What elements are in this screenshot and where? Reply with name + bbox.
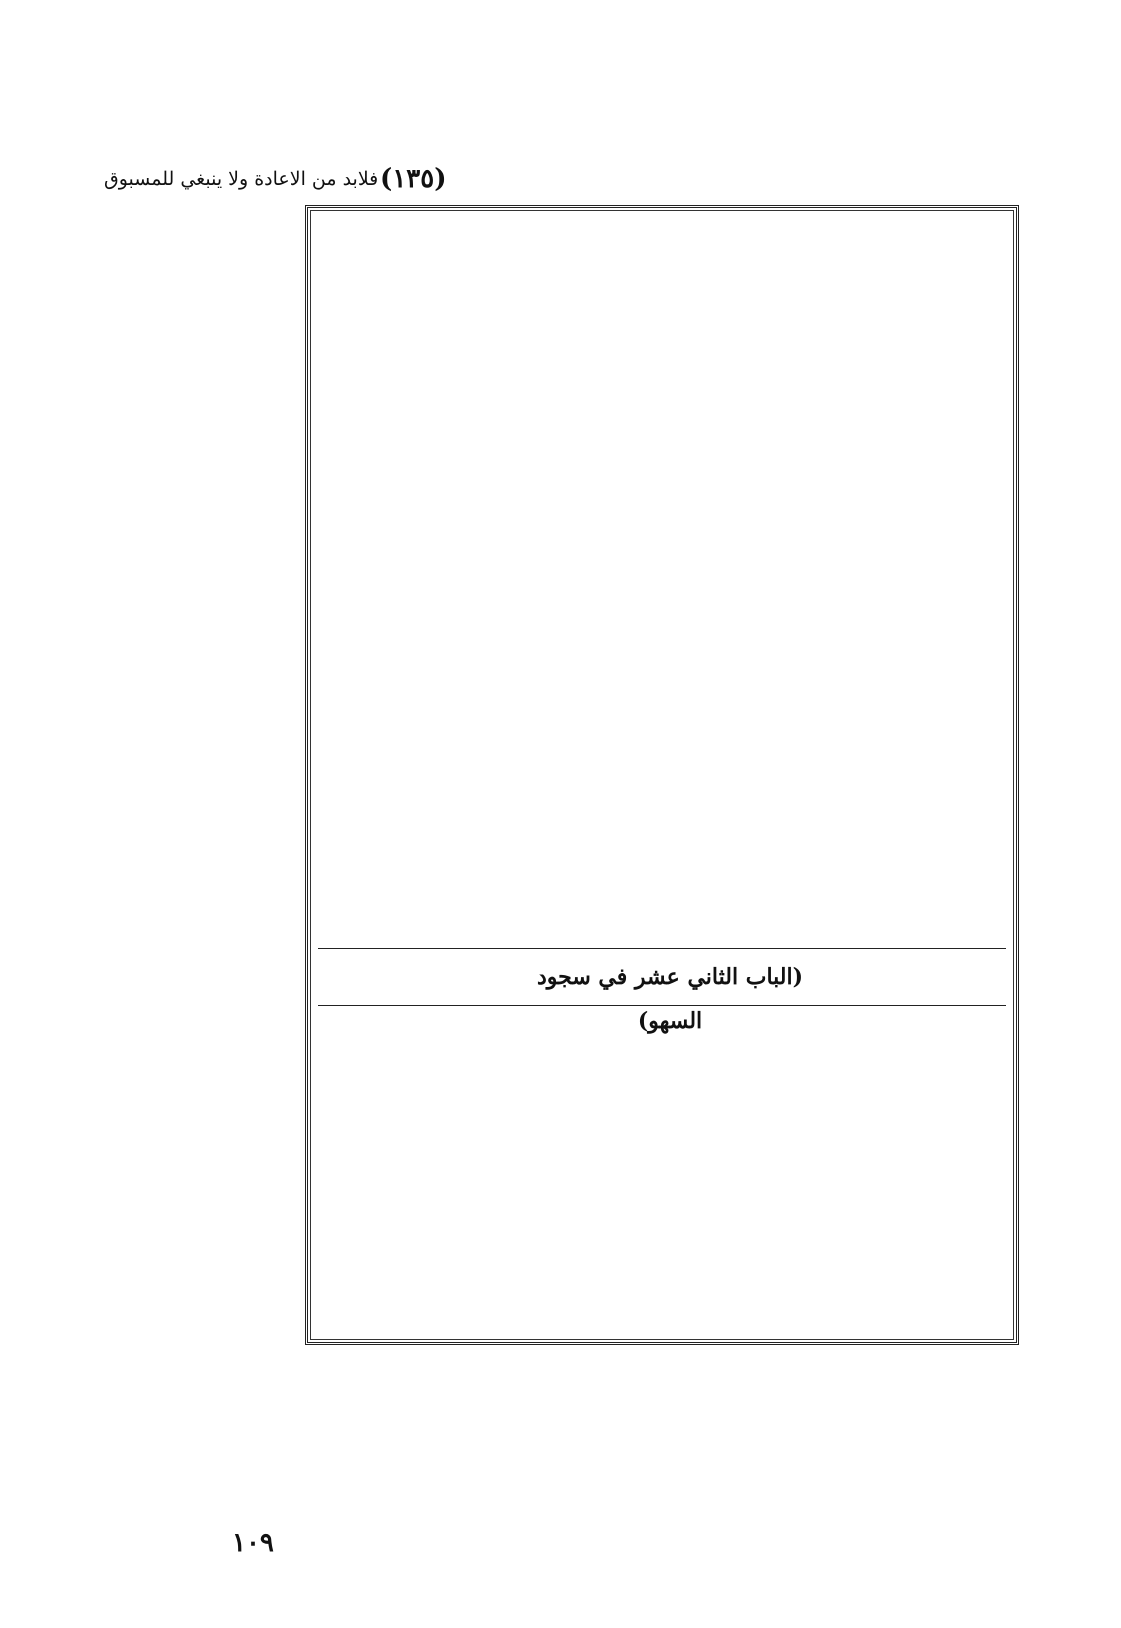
side-commentary-line: [100, 792, 296, 825]
main-text-line: [318, 902, 1006, 933]
bottom-commentary-line: [104, 1383, 1014, 1414]
main-text-line: [318, 406, 1006, 437]
side-commentary-line: [100, 231, 296, 264]
chapter-divider-bottom: [318, 1005, 1006, 1006]
main-text-line: [318, 437, 1006, 468]
main-text-line: [318, 778, 1006, 809]
main-text-line: [318, 592, 1006, 623]
page-number-top: (١٣٥): [380, 164, 447, 194]
main-text-line: [318, 809, 1006, 840]
top-commentary-last-line: [104, 164, 1004, 196]
side-commentary-line: [100, 891, 296, 924]
side-commentary-line: [100, 495, 296, 528]
side-commentary-line: [100, 1320, 296, 1353]
main-text-line: [318, 1043, 1006, 1074]
side-commentary-line: [100, 1056, 296, 1089]
bottom-margin-commentary: [104, 1352, 1014, 1507]
main-text-line: [318, 468, 1006, 499]
side-commentary-line: [100, 924, 296, 957]
main-text-line: [318, 747, 1006, 778]
side-commentary-line: [100, 1254, 296, 1287]
main-text-section-1: [318, 220, 1006, 933]
top-commentary-line: [104, 74, 1004, 104]
main-text-line: [318, 1198, 1006, 1229]
main-text-line: [318, 1167, 1006, 1198]
main-text-line: [318, 313, 1006, 344]
bottom-commentary-line: [104, 1476, 1014, 1507]
main-text-line: [318, 375, 1006, 406]
main-text-line: [318, 1105, 1006, 1136]
main-text-line: [318, 499, 1006, 530]
side-commentary-line: [100, 990, 296, 1023]
side-commentary-line: [100, 528, 296, 561]
main-text-section-2: [318, 1012, 1006, 1353]
main-text-line: [318, 530, 1006, 561]
bottom-commentary-line: [104, 1414, 1014, 1445]
side-commentary-line: [100, 1155, 296, 1188]
side-commentary-line: [100, 627, 296, 660]
side-commentary-line: [100, 1122, 296, 1155]
side-commentary-line: [100, 429, 296, 462]
main-text-line: [318, 1012, 1006, 1043]
side-commentary-line: [100, 198, 296, 231]
side-commentary-line: [100, 462, 296, 495]
side-commentary-line: [100, 297, 296, 330]
side-commentary-line: [100, 1089, 296, 1122]
main-text-line: [318, 220, 1006, 251]
side-commentary-line: [100, 1188, 296, 1221]
top-commentary-line: [104, 104, 1004, 134]
main-text-line: [318, 716, 1006, 747]
side-commentary-line: [100, 726, 296, 759]
side-commentary-line: [100, 330, 296, 363]
side-commentary-line: [100, 1287, 296, 1320]
chapter-heading: (الباب الثاني عشر في سجود السهو): [536, 964, 804, 1034]
main-text-line: [318, 1229, 1006, 1260]
side-commentary-line: [100, 396, 296, 429]
main-text-line: [318, 1322, 1006, 1353]
main-text-line: [318, 1291, 1006, 1322]
side-commentary-line: [100, 1221, 296, 1254]
main-text-line: [318, 1074, 1006, 1105]
side-commentary-line: [100, 957, 296, 990]
main-text-line: [318, 282, 1006, 313]
side-commentary-line: [100, 594, 296, 627]
side-commentary-line: [100, 660, 296, 693]
main-text-line: [318, 1136, 1006, 1167]
main-text-line: [318, 685, 1006, 716]
side-commentary-line: [100, 264, 296, 297]
main-text-line: [318, 654, 1006, 685]
bottom-commentary-line: [104, 1445, 1014, 1476]
top-margin-commentary: [104, 44, 1004, 134]
side-commentary-line: [100, 759, 296, 792]
chapter-divider-top: [318, 948, 1006, 949]
side-commentary-line: [100, 825, 296, 858]
side-commentary-line: [100, 363, 296, 396]
main-text-line: [318, 871, 1006, 902]
side-commentary-line: [100, 1023, 296, 1056]
main-text-line: [318, 1260, 1006, 1291]
side-commentary-line: [100, 693, 296, 726]
main-text-line: [318, 623, 1006, 654]
top-commentary-line: [104, 44, 1004, 74]
side-commentary-line: [100, 561, 296, 594]
main-text-line: [318, 251, 1006, 282]
top-commentary-last-left: فلابد من الاعادة ولا ينبغي للمسبوق: [104, 168, 379, 190]
bottom-commentary-line: [104, 1352, 1014, 1383]
main-text-line: [318, 840, 1006, 871]
main-text-line: [318, 344, 1006, 375]
side-commentary-line: [100, 858, 296, 891]
main-text-line: [318, 561, 1006, 592]
page-number-bottom: ١٠٩: [232, 1528, 274, 1558]
